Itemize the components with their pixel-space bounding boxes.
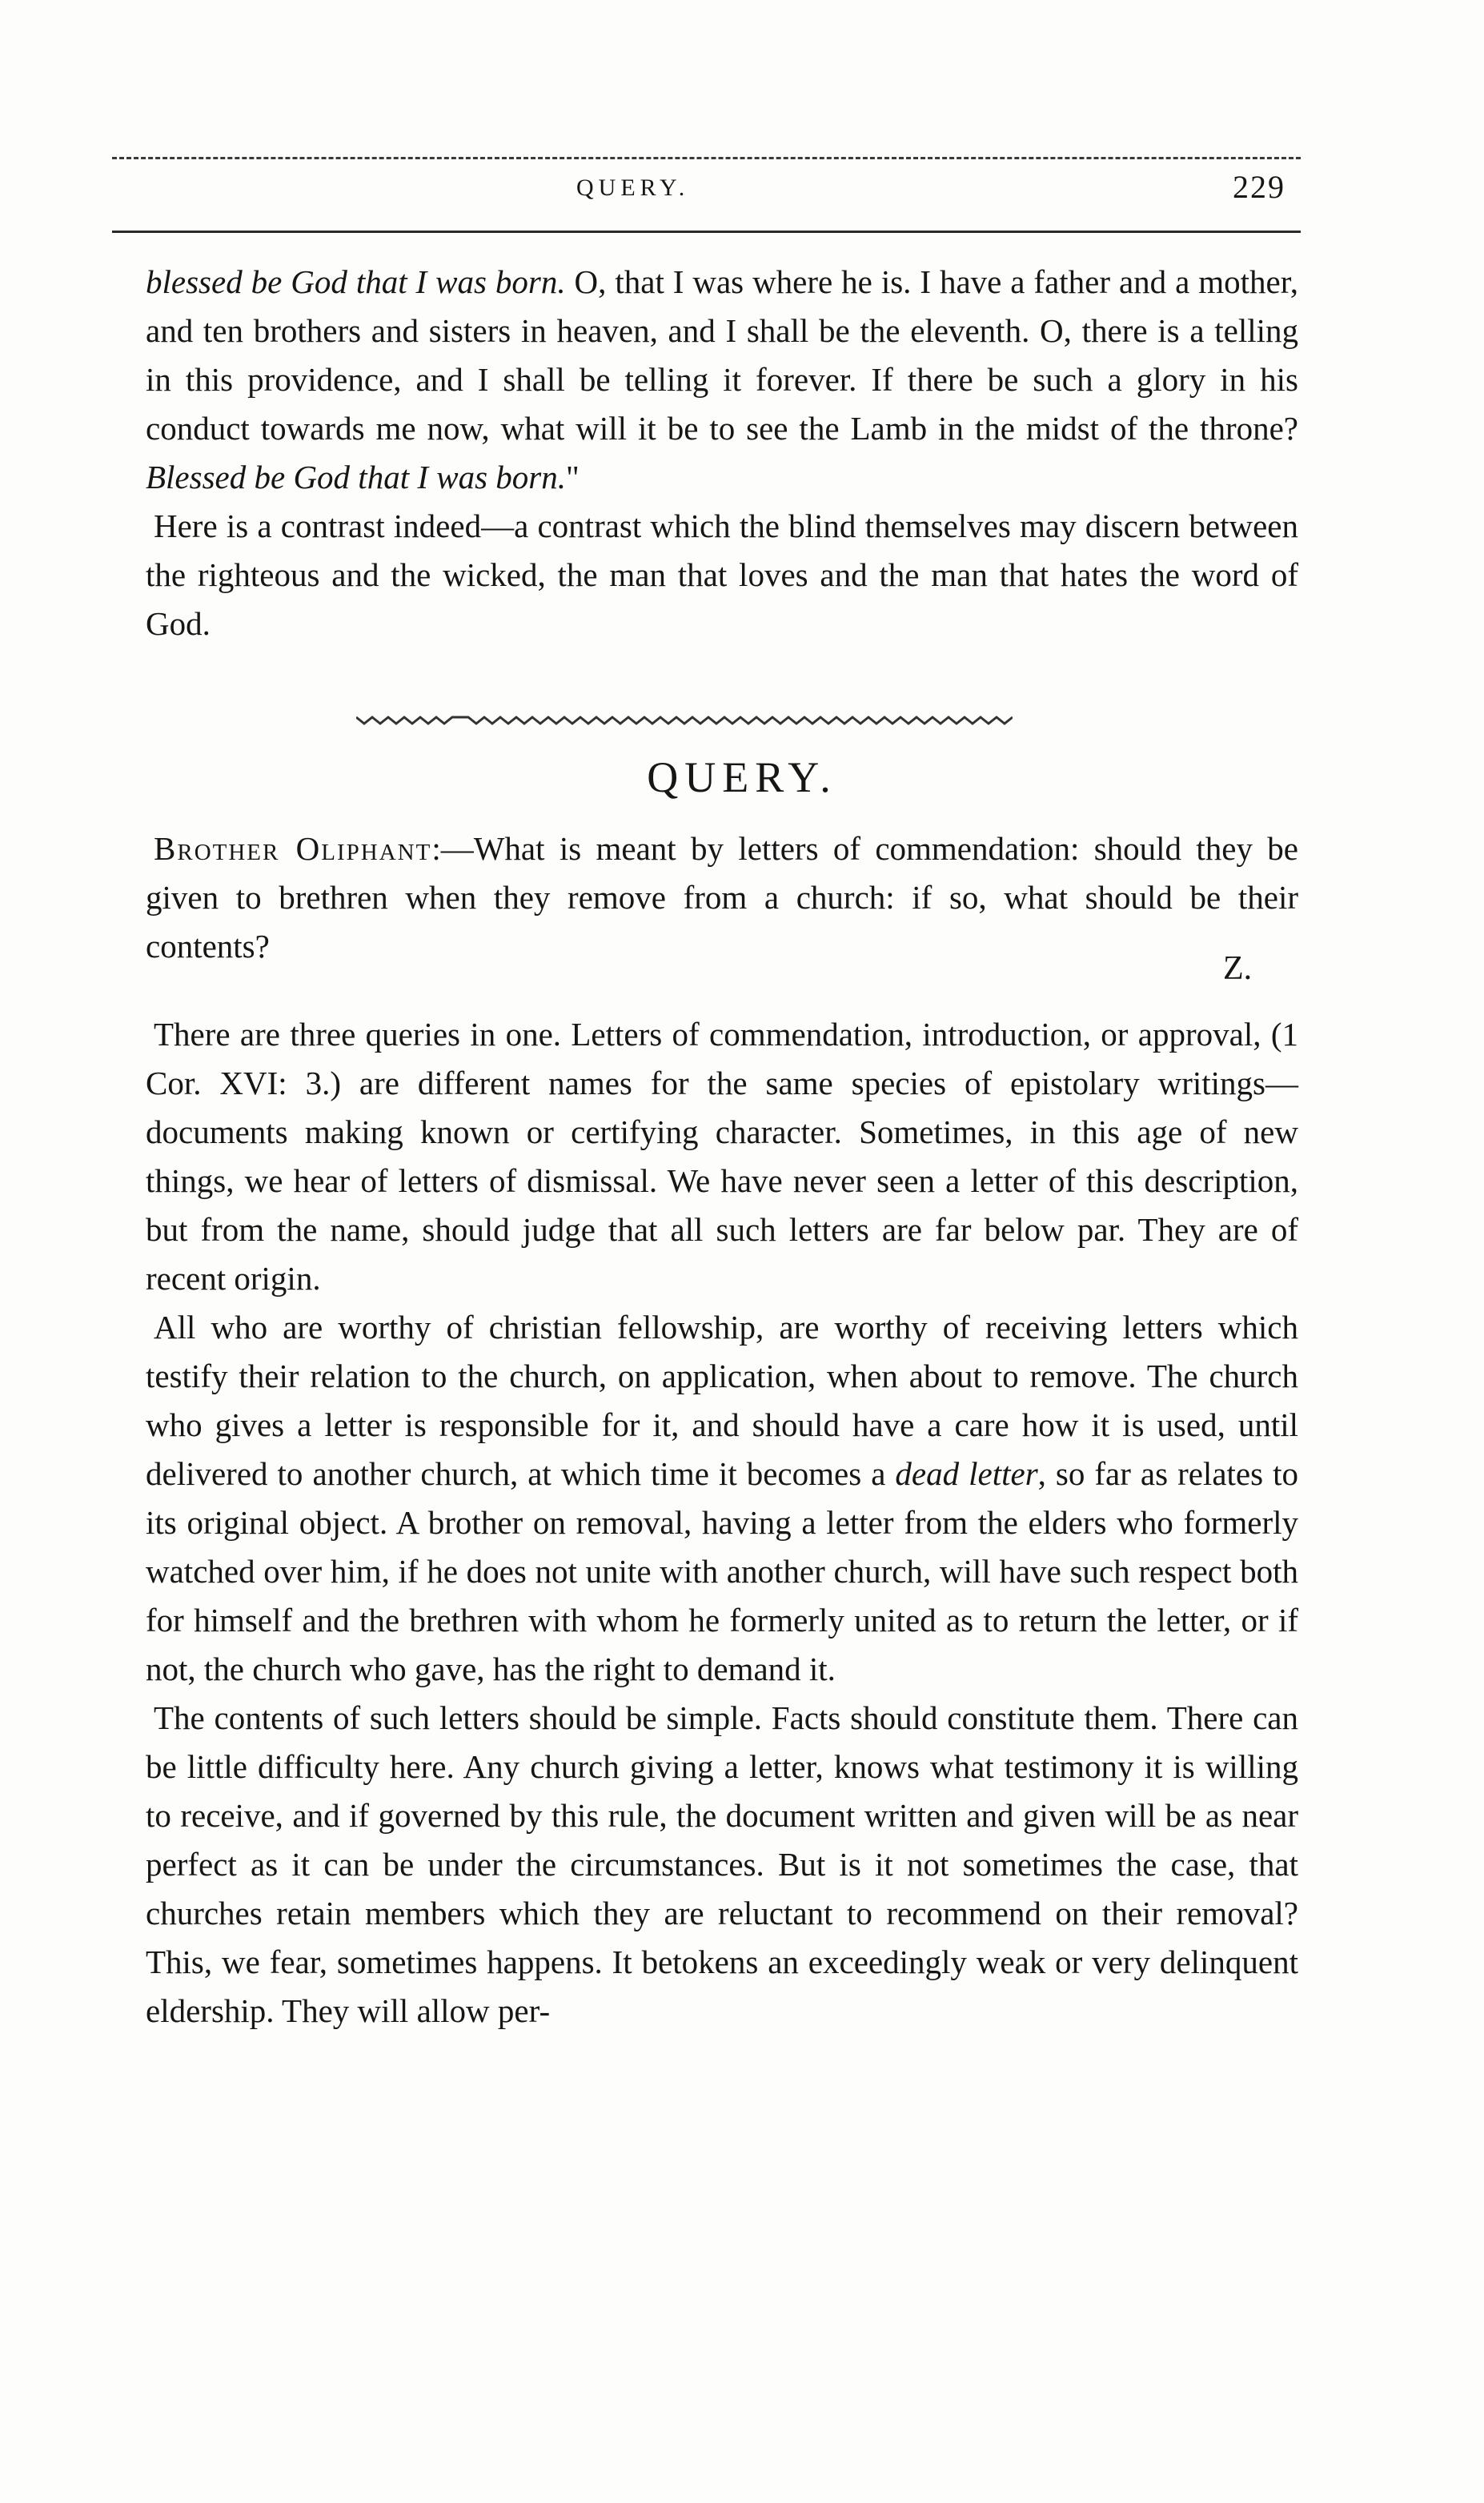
answer-paragraph-3: The contents of such letters should be simple. Facts should constitute them. There can be little difficulty here. Any church giving a letter, knows what testimony it is willing to receive, and if governed by this rule, the document written and given will be as near perfect as it can be under the circumstances. But is it not sometimes the case, that churches retain members which they are reluctant to recommend on their removal? This, we fear, sometimes happens. It betokens an exceedingly weak or very delinquent eldership. They will allow per- bbox=[146, 1699, 1298, 2029]
top-passage bbox=[146, 258, 1298, 648]
query-signature: Z. bbox=[1223, 950, 1253, 987]
answer-paragraph-2 bbox=[146, 1303, 1298, 1694]
answer-paragraph-1: There are three queries in one. Letters of commendation, introduction, or approval, (1 Cor. XVI: 3.) are different names for the same species of epistolary writings—documents making known or certifying character. Sometimes, in this age of new things, we hear of letters of dismissal. We have never seen a letter of this description, but from the name, should judge that all such letters are far below par. They are of recent origin. bbox=[146, 1016, 1298, 1297]
query-salutation: Brother Oliphant bbox=[154, 830, 432, 867]
dead-letter-italic: dead letter bbox=[895, 1455, 1038, 1492]
query-block bbox=[146, 824, 1298, 971]
closing-quote: " bbox=[566, 459, 580, 495]
header-rule bbox=[112, 231, 1301, 233]
section-heading: QUERY. bbox=[647, 753, 837, 801]
contrast-paragraph: Here is a contrast indeed—a contrast which the blind themselves may discern between the righteous and the wicked, the man that loves and the man that hates the word of God. bbox=[146, 507, 1298, 642]
answer-paragraph-2-end: , so far as relates to its original object. A brother on removal, having a letter from the elders who formerly watched over him, if he does not unite with another church, will have such respect both for himself and the brethren with whom he formerly united as to return the letter, or if not, the church who gave, has the right to demand it. bbox=[146, 1455, 1298, 1687]
top-passage-text: O, that I was where he is. I have a father and a mother, and ten brothers and sisters in heaven, and I shall be the eleventh. O, there is a telling in this providence, and I shall be telling it forever. If there be such a glory in his conduct towards me now, what will it be to see the Lamb in the midst of the throne? bbox=[146, 263, 1298, 447]
header-rule-dashed bbox=[112, 157, 1301, 159]
section-ornament bbox=[356, 712, 1013, 730]
query-text: :—What is meant by letters of commendation: should they be given to brethren when they remove from a church: if so, what should be their contents? bbox=[146, 830, 1298, 965]
top-passage-closing: Blessed be God that I was born. bbox=[146, 459, 566, 495]
answer-paragraph-2-start: All who are worthy of christian fellowship, are worthy of receiving letters which testify their relation to the church, on application, when about to remove. The church who gives a letter is responsible for it, and should have a care how it is used, until delivered to another church, at which time it becomes a bbox=[146, 1309, 1298, 1492]
top-passage-italic: blessed be God that I was born. bbox=[146, 263, 566, 300]
running-title: QUERY. bbox=[576, 174, 690, 201]
answer-block bbox=[146, 1010, 1298, 2036]
page-number: 229 bbox=[1233, 169, 1285, 205]
